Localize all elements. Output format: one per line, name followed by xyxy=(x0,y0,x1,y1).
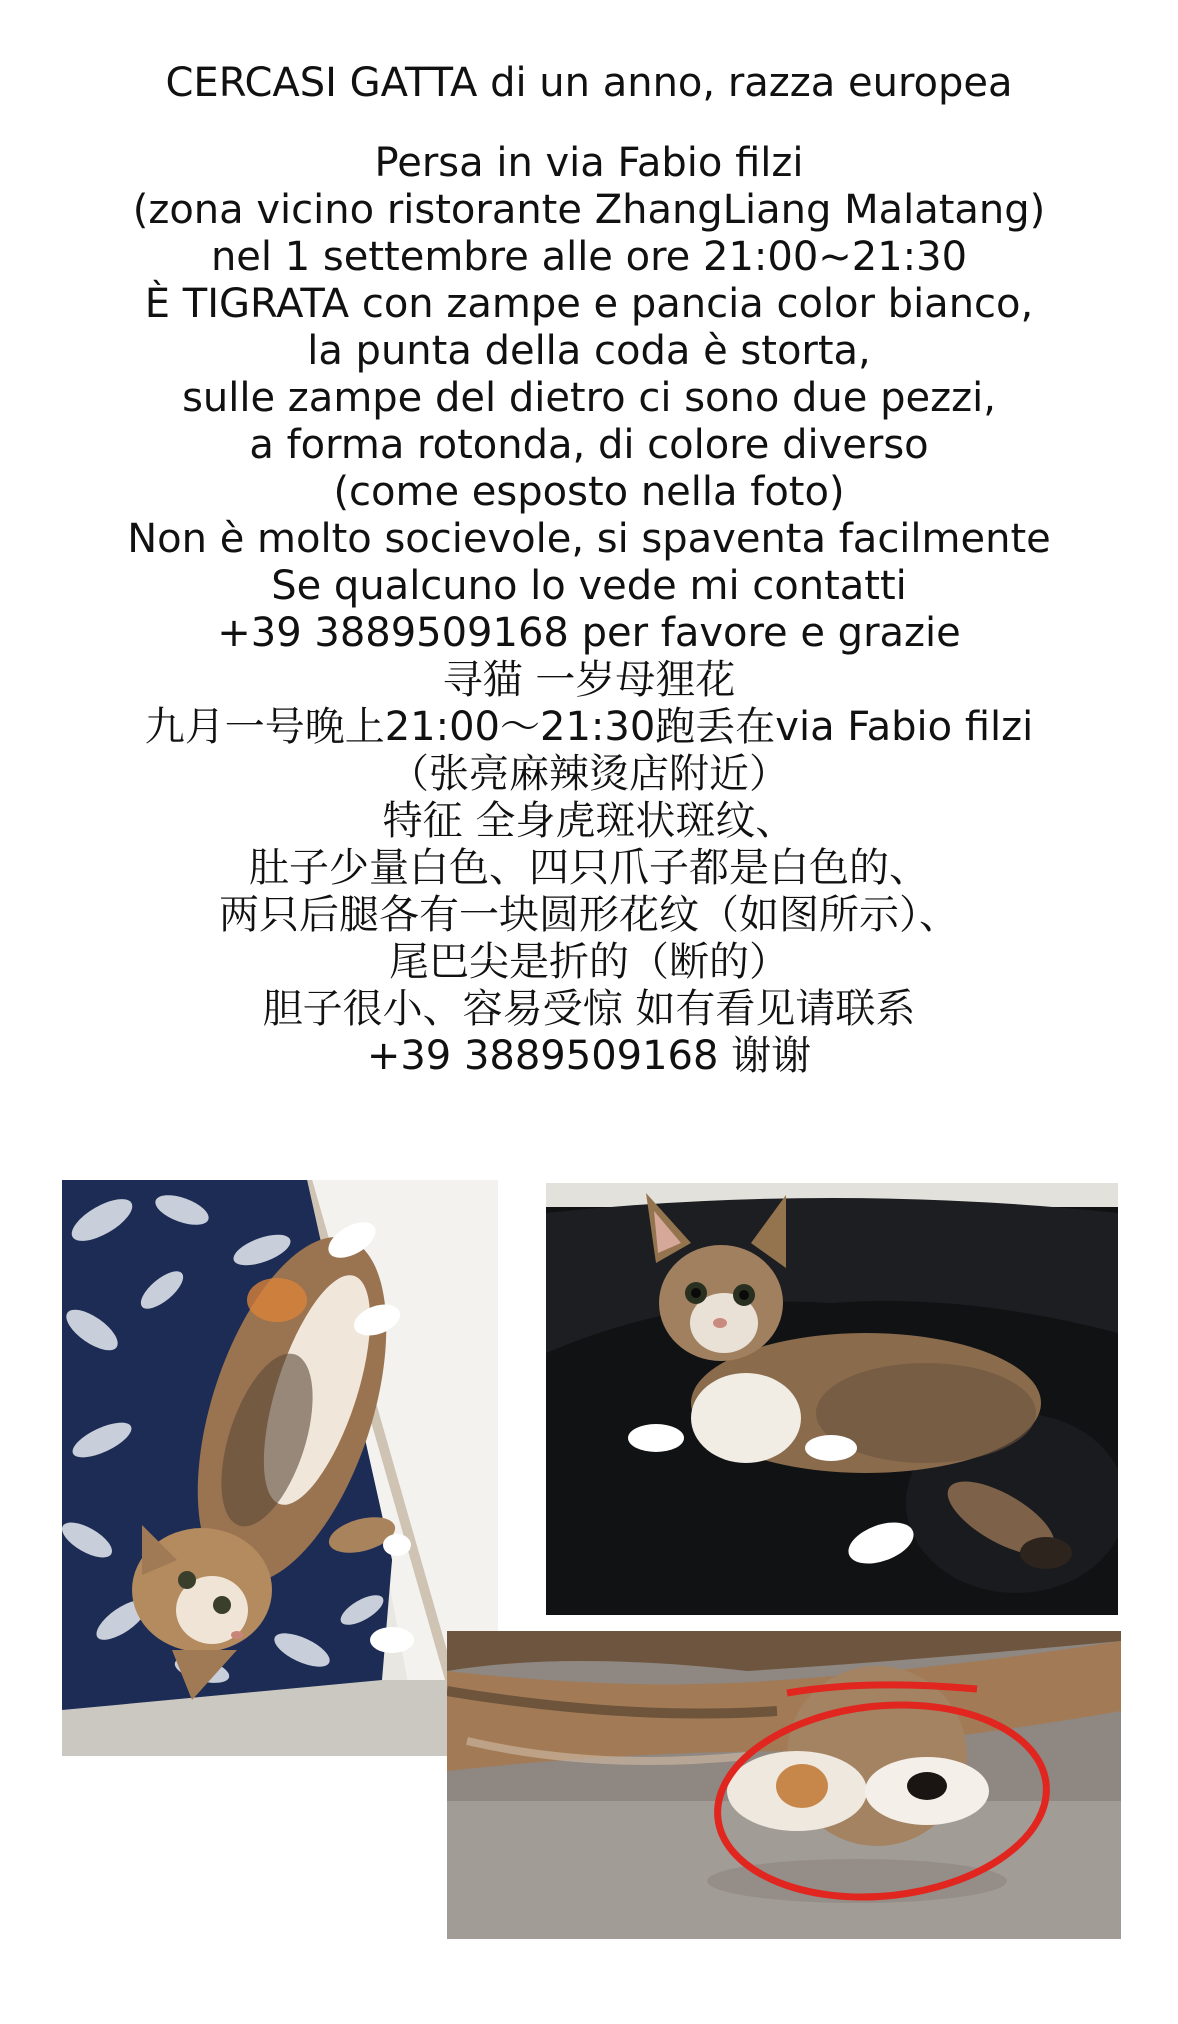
text-line-zh: 两只后腿各有一块圆形花纹（如图所示）、 xyxy=(219,892,959,938)
text-line: È TIGRATA con zampe e pancia color bianco, xyxy=(144,281,1034,327)
paw-closeup-illustration xyxy=(447,1631,1121,1939)
text-line: sulle zampe del dietro ci sono due pezzi, xyxy=(182,375,996,421)
text-line: nel 1 settembre alle ore 21:00~21:30 xyxy=(210,234,968,280)
text-line: (zona vicino ristorante ZhangLiang Malatang) xyxy=(132,187,1046,233)
text-line-zh: （张亮麻辣烫店附近） xyxy=(389,751,789,797)
contact-line-zh: +39 3889509168 谢谢 xyxy=(366,1033,812,1079)
text-line: Persa in via Fabio filzi xyxy=(374,140,804,186)
text-line: Se qualcuno lo vede mi contatti xyxy=(271,563,907,609)
text-line-zh: 尾巴尖是折的（断的） xyxy=(389,939,789,985)
cat-on-rug-illustration xyxy=(62,1180,498,1756)
cat-photo-cushion xyxy=(546,1183,1118,1615)
flyer-text xyxy=(0,60,1178,1080)
text-line: Non è molto socievole, si spaventa facilmente xyxy=(127,516,1051,562)
contact-line-it: +39 3889509168 per favore e grazie xyxy=(217,610,961,656)
text-line: (come esposto nella foto) xyxy=(333,469,845,515)
text-line: la punta della coda è storta, xyxy=(307,328,871,374)
headline-zh: 寻猫 一岁母狸花 xyxy=(442,657,736,703)
headline: CERCASI GATTA di un anno, razza europea xyxy=(165,60,1013,106)
text-line-zh: 胆子很小、容易受惊 如有看见请联系 xyxy=(262,986,916,1032)
text-line-zh: 肚子少量白色、四只爪子都是白色的、 xyxy=(249,845,929,891)
cat-on-cushion-illustration xyxy=(546,1183,1118,1615)
spacer xyxy=(0,107,1178,140)
text-line-zh: 特征 全身虎斑状斑纹、 xyxy=(382,798,796,844)
cat-photo-rug xyxy=(62,1180,498,1756)
text-line-zh: 九月一号晚上21:00～21:30跑丢在via Fabio filzi xyxy=(144,704,1034,750)
text-line: a forma rotonda, di colore diverso xyxy=(249,422,929,468)
paw-closeup-photo xyxy=(447,1631,1121,1939)
